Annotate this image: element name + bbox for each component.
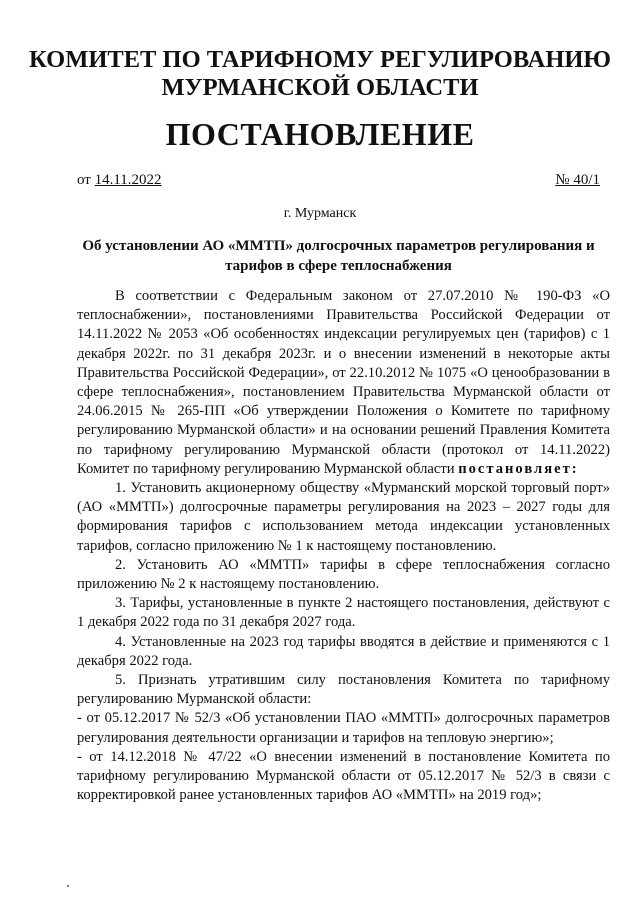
city: г. Мурманск xyxy=(283,206,357,221)
document-date xyxy=(77,171,162,189)
organization-name xyxy=(0,46,640,102)
document-type: ПОСТАНОВЛЕНИЕ xyxy=(165,116,475,152)
subject-line1: Об установлении АО «ММТП» долгосрочных параметров регулирования и xyxy=(82,238,595,254)
document-subject xyxy=(77,236,600,276)
organization-name-line1: КОМИТЕТ ПО ТАРИФНОМУ РЕГУЛИРОВАНИЮ xyxy=(28,46,612,73)
document-number: № 40/1 xyxy=(555,172,600,188)
item-1: 1. Установить акционерному обществу «Мурманский морской торговый порт» (АО «ММТП») долгосрочные параметры регулирования на 2023 – 2027 годы для формирования тарифов с использованием метода индексации установленных тарифов, согласно приложению № 1 к настоящему постановлению. xyxy=(77,480,610,554)
item-5: 5. Признать утратившим силу постановления Комитета по тарифному регулированию Мурманской области: xyxy=(77,672,610,708)
item-2: 2. Установить АО «ММТП» тарифы в сфере теплоснабжения согласно приложению № 2 к настоящему постановлению. xyxy=(77,556,610,593)
item-4: 4. Установленные на 2023 год тарифы вводятся в действие и применяются с 1 декабря 2022 года. xyxy=(77,633,610,669)
repeal-2: - от 14.12.2018 № 47/22 «О внесении изменений в постановление Комитета по тарифному регулированию Мурманской области от 05.12.2017 № 52/3 в связи с корректировкой ранее установленных тарифов АО «ММТП» на 2019 год»; xyxy=(77,748,610,804)
date-value: 14.11.2022 xyxy=(94,172,162,188)
preamble-paragraph xyxy=(77,287,610,479)
item-3: 3. Тарифы, установленные в пункте 2 настоящего постановления, действуют с 1 декабря 2022 года по 31 декабря 2027 года. xyxy=(77,595,610,631)
document-body xyxy=(77,287,610,805)
date-prefix: от xyxy=(77,172,95,188)
scan-speck xyxy=(67,885,69,887)
subject-line2: тарифов в сфере теплоснабжения xyxy=(225,258,452,274)
organization-name-line2: МУРМАНСКОЙ ОБЛАСТИ xyxy=(161,74,479,101)
preamble-text: В соответствии с Федеральным законом от 27.07.2010 № 190-ФЗ «О теплоснабжении», постановлениями Правительства Российской Федерации от 14.11.2022 № 2053 «Об особенностях индексации регулируемых цен (тарифов) с 1 декабря 2022г. по 31 декабря 2023г. и о внесении изменений в некоторые акты Правительства Российской Федерации», от 22.10.2012 № 1075 «О ценообразовании в сфере теплоснабжения», постановлением Правительства Мурманской области от 24.06.2015 № 265-ПП «Об утверждении Положения о Комитете по тарифному регулированию Мурманской области» и на основании решений Правления Комитета по тарифному регулированию Мурманской области (протокол от 14.11.2022) Комитет по тарифному регулированию Мурманской области xyxy=(77,288,610,477)
resolves-word: постановляет: xyxy=(458,460,579,477)
repeal-1: - от 05.12.2017 № 52/3 «Об установлении ПАО «ММТП» долгосрочных параметров регулирования деятельности организации и тарифов на тепловую энергию»; xyxy=(77,710,610,746)
